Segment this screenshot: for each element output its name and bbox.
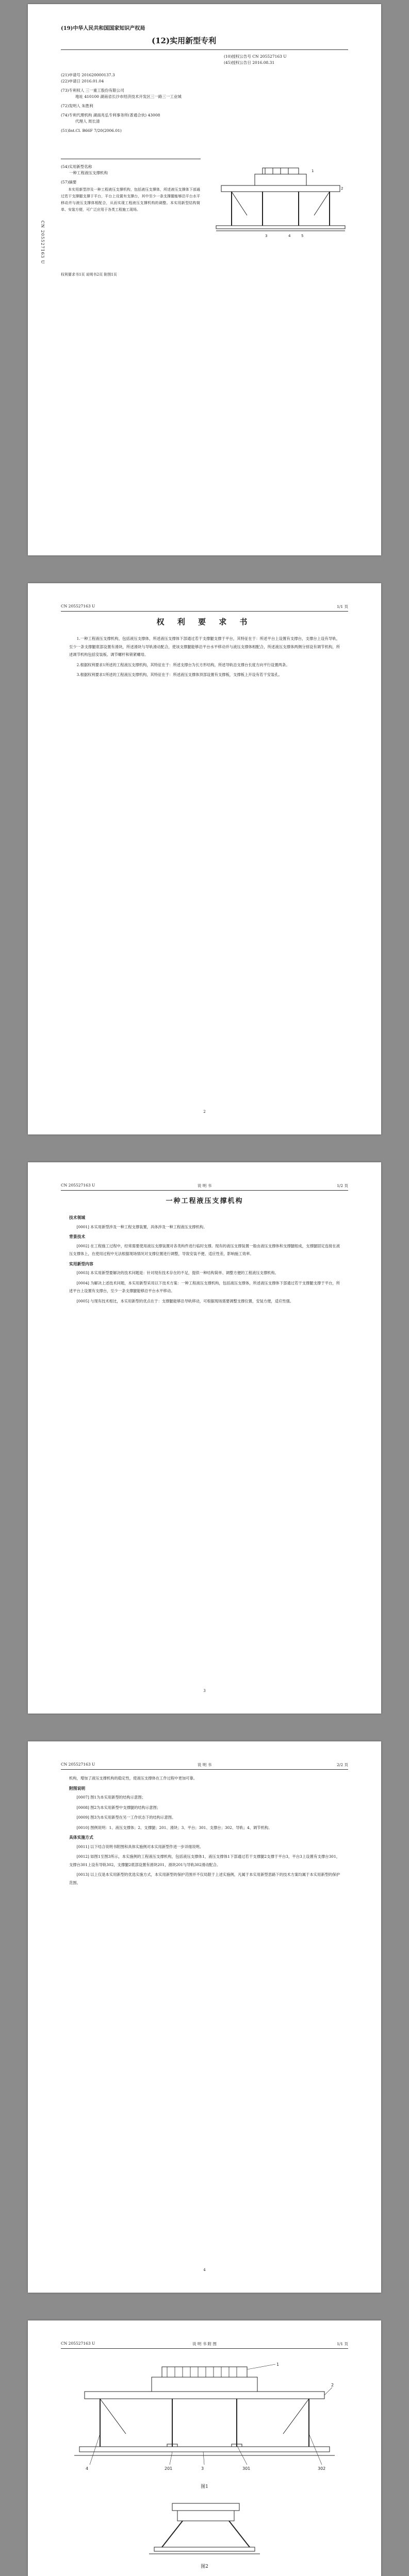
header-doc-no: CN 205527163 U — [61, 2341, 95, 2346]
side-pub-number: CN 205527163 U — [40, 221, 45, 264]
bibliographic-data — [61, 72, 200, 134]
claim-1: 1.一种工程液压支撑机构，包括液压支撑体，所述液压支撑体下部通过若干支撑腿支撑于平台，其特征在于：所述平台上设置有支撑台，支撑台上设有导轨，至少一条支撑腿底部设置有滑块，所述滑块与导轨滑动配合，使该支撑腿能够沿平台水平移动并与液压支撑体相配合，所述液压支撑体两侧分别设有调节机构，所述调节机构包括安装板、调节螺杆和锁紧螺母。 — [69, 636, 340, 657]
fig-label: 4 — [288, 234, 291, 238]
claim-3: 3.根据权利要求1所述的工程液压支撑机构，其特征在于：所述液压支撑体顶部设置有支撑板，支撑板上开设有若干安装孔。 — [76, 672, 282, 677]
paragraph: [0009] 图3为本实用新型在另一工作状态下的结构示意图。 — [76, 1815, 176, 1820]
page-header — [61, 604, 348, 612]
divider — [61, 49, 348, 50]
header-doc-no: CN 205527163 U — [61, 1183, 95, 1188]
description-page-1 — [28, 1162, 381, 1714]
paragraph: 机构，增加了液压支撑机构的稳定性，使液压支撑体在工作过程中更加可靠。 — [69, 1776, 198, 1781]
claims-title: 权 利 要 求 书 — [156, 617, 253, 626]
paragraph: [0008] 图2为本实用新型中支撑腿的结构示意图； — [76, 1805, 161, 1810]
agent: 代理人 周长清 — [75, 119, 100, 124]
abstract-label: (57)摘要 — [61, 180, 77, 184]
app-number: (21)申请号 201620000137.3 — [61, 73, 115, 77]
header-page: 1/1 页 — [337, 604, 348, 609]
patent-kind: (12)实用新型专利 — [152, 36, 217, 45]
paragraph: [0007] 图1为本实用新型的结构示意图； — [76, 1795, 145, 1800]
fig1-label: 4 — [86, 2466, 89, 2471]
paragraph: [0011] 以下结合说明书附图和具体实施例对本实用新型作进一步详细说明。 — [76, 1844, 204, 1849]
fig-label: 2 — [341, 187, 343, 191]
page-number: 4 — [203, 2268, 206, 2272]
page-header — [61, 2341, 348, 2349]
header-page: 2/2 页 — [337, 1762, 348, 1767]
page-number: 2 — [203, 1110, 206, 1114]
header-doc-no: CN 205527163 U — [61, 1762, 95, 1767]
figure-2-caption: 图2 — [201, 2564, 208, 2569]
figure-1-caption: 图1 — [201, 2484, 208, 2489]
paragraph: [0002] 在工程施工过程中，经常需要使用液压支撑装置对各类构件进行临时支撑。现有的液压支撑装置一般由液压支撑体和支撑腿组成，支撑腿固定连接在液压支撑体上，在使用过程中无法根据现场情况对支撑位置进行调整，导致安装不便、适应性差，影响施工效率。 — [69, 1243, 340, 1256]
page-header — [61, 1183, 348, 1191]
section-heading: 附图说明 — [69, 1786, 86, 1791]
figure-1-drawing — [69, 2362, 340, 2475]
fig-label: 1 — [312, 169, 314, 173]
abstract-text: 本实用新型涉及一种工程液压支撑机构，包括液压支撑体，所述液压支撑体下部通过若干支撑腿支撑于平台，平台上设置有支撑台，其中至少一条支撑腿能够沿平台水平移动并与液压支撑体相配合，从而实现工程液压支撑机构的调整。本实用新型结构简单、安装方便，可广泛应用于各类工程施工现场。 — [61, 188, 200, 212]
claim-2: 2.根据权利要求1所述的工程液压支撑机构，其特征在于：所述支撑台为长方形结构，所述导轨沿支撑台长度方向平行设置两条。 — [76, 662, 290, 667]
office-title: (19)中华人民共和国国家知识产权局 — [61, 26, 145, 31]
claims-page — [28, 583, 381, 1134]
page-header — [61, 1762, 348, 1770]
drawings-page — [28, 2320, 381, 2576]
paragraph: [0013] 以上仅是本实用新型的优选实施方式，本实用新型的保护范围并不仅局限于上述实施例，凡属于本实用新型思路下的技术方案均属于本实用新型的保护范围。 — [69, 1872, 340, 1885]
header-page: 1/2 页 — [337, 1183, 348, 1188]
applicant-address: 地址 410100 湖南省长沙市经济技术开发区三一路三一工业城 — [75, 94, 182, 99]
section-heading: 实用新型内容 — [69, 1261, 93, 1266]
paragraph: [0010] 图例说明：1、液压支撑体；2、支撑腿；201、滑块；3、平台；301、支撑台；302、导轨；4、调节机构。 — [76, 1825, 272, 1830]
applicant: (73)专利权人 三一重工股份有限公司 — [61, 88, 124, 93]
abstract-figure — [211, 164, 350, 241]
agency: (74)专利代理机构 湖南兆弘专利事务所(普通合伙) 43008 — [61, 113, 160, 117]
header-section: 说 明 书 — [197, 1183, 212, 1188]
page-counts: 权利要求书1页 说明书2页 附图1页 — [61, 273, 117, 277]
fig1-label: 2 — [331, 2383, 334, 2387]
utility-name-label: (54)实用新型名称 — [61, 164, 92, 169]
header-section: 说 明 书 — [197, 1762, 212, 1767]
figure-2-drawing — [141, 2498, 268, 2560]
description-body — [69, 1212, 340, 1307]
pub-date: (45)授权公告日 2016.08.31 — [224, 60, 275, 65]
app-date: (22)申请日 2016.01.04 — [61, 79, 104, 83]
fig1-label: 201 — [165, 2466, 173, 2471]
fig1-label: 302 — [318, 2466, 326, 2471]
description-title: 一种工程液压支撑机构 — [166, 1197, 243, 1205]
paragraph: [0001] 本实用新型涉及一种工程支撑装置，具体涉及一种工程液压支撑机构。 — [76, 1224, 207, 1229]
fig1-label: 1 — [276, 2362, 280, 2367]
utility-title: 一种工程液压支撑机构 — [69, 171, 108, 175]
paragraph: [0003] 本实用新型要解决的技术问题是：针对现有技术存在的不足，提供一种结构简单、调整方便的工程液压支撑机构。 — [76, 1270, 279, 1275]
header-doc-no: CN 205527163 U — [61, 604, 95, 608]
paragraph: [0004] 为解决上述技术问题，本实用新型采用以下技术方案：一种工程液压支撑机构，包括液压支撑体，所述液压支撑体下部通过若干支撑腿支撑于平台，所述平台上设置有支撑台，至少一条支撑腿能够沿平台水平移动。 — [69, 1280, 340, 1293]
claims-body — [69, 635, 340, 681]
paragraph: [0005] 与现有技术相比，本实用新型的优点在于：支撑腿能够沿导轨移动，可根据现场需要调整支撑位置，安装方便，适应性强。 — [76, 1298, 294, 1303]
ipc-class: (51)Int.Cl. B66F 7/20(2006.01) — [61, 128, 122, 133]
description-page-2 — [28, 1741, 381, 2293]
header-page: 1/1 页 — [337, 2342, 348, 2346]
page-number: 3 — [203, 1689, 206, 1693]
section-heading: 具体实施方式 — [69, 1835, 93, 1840]
inventor: (72)发明人 朱胜利 — [61, 104, 93, 108]
section-heading: 背景技术 — [69, 1234, 86, 1239]
cover-page — [28, 4, 381, 555]
section-heading: 技术领域 — [69, 1215, 86, 1220]
paragraph: [0012] 如图1至图3所示，本实施例的工程液压支撑机构，包括液压支撑体1，液压支撑体1下部通过若干支撑腿2支撑于平台3，平台3上设置有支撑台301，支撑台301上设有导轨302，支撑腿2底部设置有滑块201，滑块201与导轨302滑动配合。 — [69, 1854, 340, 1867]
fig1-label: 3 — [201, 2466, 204, 2471]
fig-label: 5 — [301, 234, 304, 238]
fig-label: 3 — [265, 234, 268, 238]
header-section: 说 明 书 附 图 — [192, 2342, 217, 2346]
pub-number: (10)授权公告号 CN 205527163 U — [224, 54, 287, 59]
fig1-label: 301 — [242, 2466, 251, 2471]
description-body — [69, 1774, 340, 1889]
